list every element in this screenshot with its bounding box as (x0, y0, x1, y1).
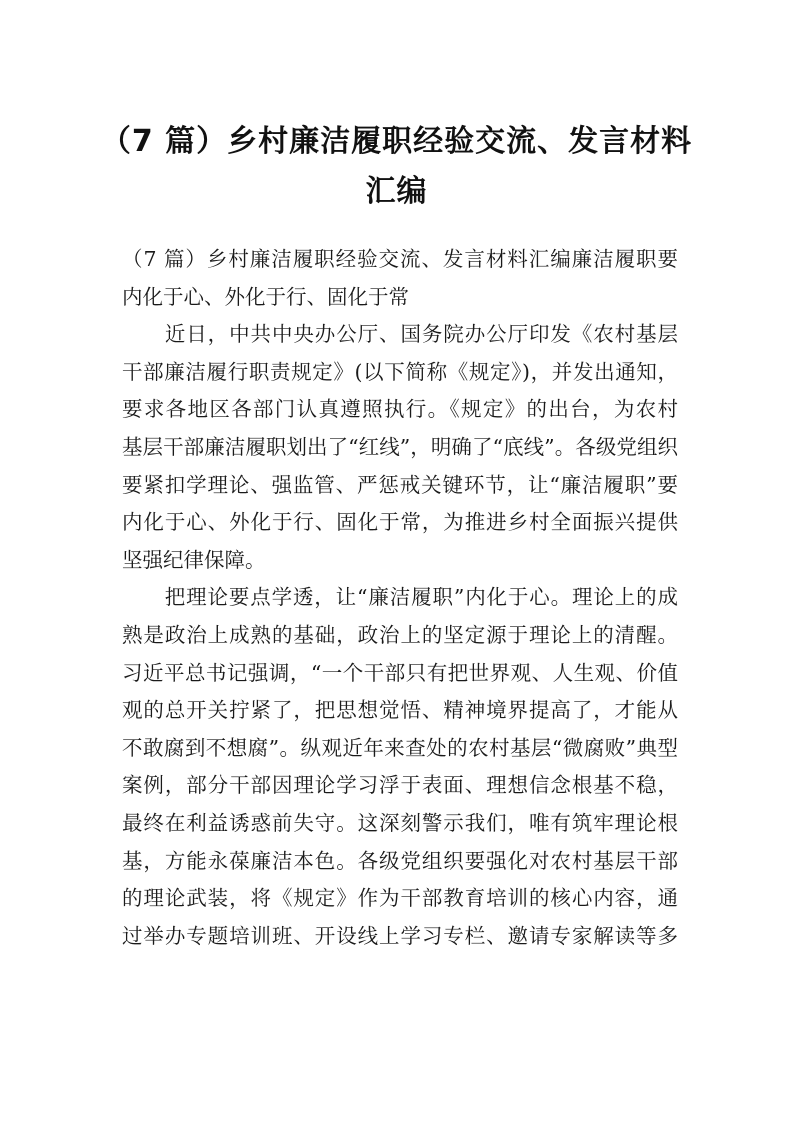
body-line: 不敢腐到不想腐”。纵观近年来查处的农村基层“微腐败”典型 (122, 735, 678, 760)
body-line: 案例，部分干部因理论学习浮于表面、理想信念根基不稳， (122, 773, 678, 798)
body-line: 要紧扣学理论、强监管、严惩戒关键环节，让“廉洁履职”要 (122, 472, 678, 497)
body-line: 内化于心、外化于行、固化于常，为推进乡村全面振兴提供 (122, 510, 678, 535)
body-line: （7 篇）乡村廉洁履职经验交流、发言材料汇编廉洁履职要 (122, 247, 678, 271)
body-line: 最终在利益诱惑前失守。这深刻警示我们，唯有筑牢理论根 (122, 810, 678, 835)
body-line: 内化于心、外化于行、固化于常 (122, 284, 409, 309)
body-line: 近日，中共中央办公厅、国务院办公厅印发《农村基层 (122, 322, 678, 347)
document-title-line-2: 汇编 (365, 174, 428, 209)
body-line: 观的总开关拧紧了，把思想觉悟、精神境界提高了，才能从 (122, 698, 678, 723)
body-line: 熟是政治上成熟的基础，政治上的坚定源于理论上的清醒。 (122, 622, 678, 647)
body-line: 把理论要点学透，让“廉洁履职”内化于心。理论上的成 (122, 585, 678, 610)
body-line: 要求各地区各部门认真遵照执行。《规定》的出台，为农村 (122, 397, 678, 422)
document-body (122, 241, 678, 955)
body-line: 基，方能永葆廉洁本色。各级党组织要强化对农村基层干部 (122, 848, 678, 873)
body-line: 干部廉洁履行职责规定》(以下简称《规定》)，并发出通知， (122, 359, 678, 384)
document-title-line-1: （7 篇）乡村廉洁履职经验交流、发言材料 (100, 124, 693, 159)
body-line: 坚强纪律保障。 (122, 547, 266, 572)
body-line: 基层干部廉洁履职划出了“红线”，明确了“底线”。各级党组织 (122, 434, 678, 459)
body-line: 过举办专题培训班、开设线上学习专栏、邀请专家解读等多 (122, 923, 678, 948)
body-line: 习近平总书记强调，“一个干部只有把世界观、人生观、价值 (122, 660, 678, 685)
body-line: 的理论武装，将《规定》作为干部教育培训的核心内容，通 (122, 886, 678, 911)
